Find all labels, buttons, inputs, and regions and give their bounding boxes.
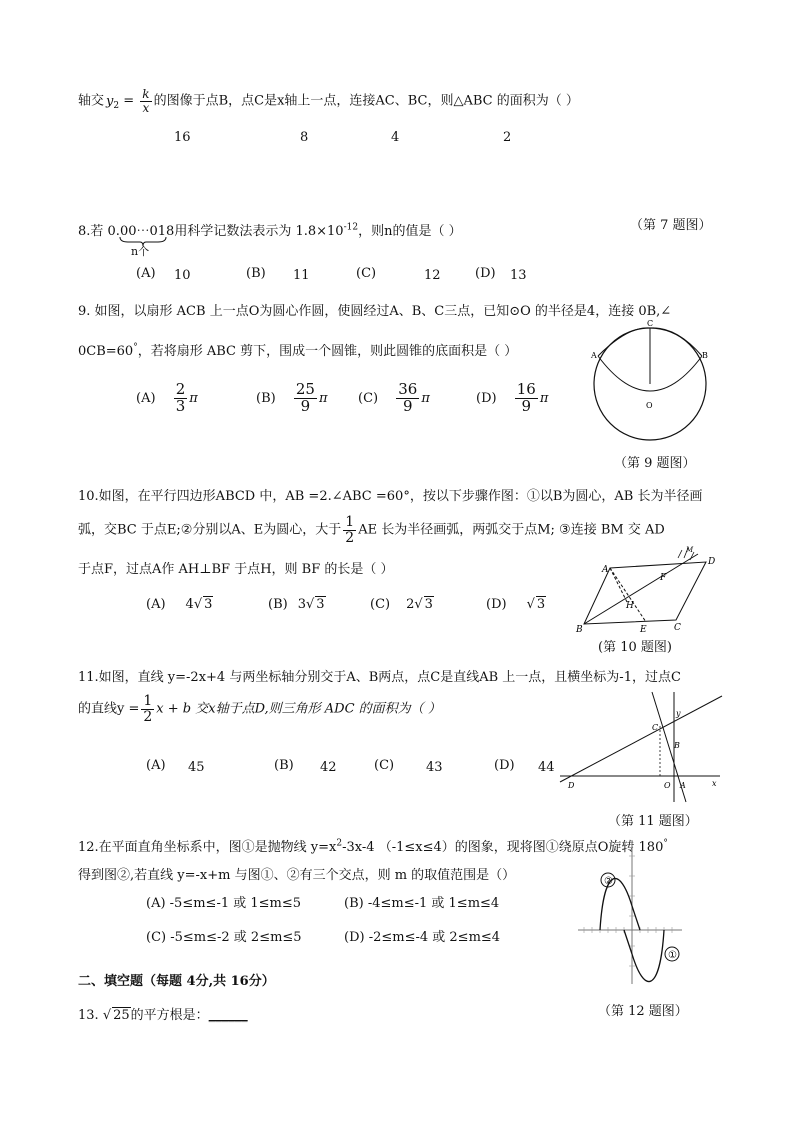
underbrace-label: n个 — [131, 245, 150, 258]
fig10-label-a: A — [602, 565, 609, 575]
q7-figure-caption: （第 7 题图） — [630, 218, 712, 233]
q11-line-2: 的直线y = $\frac{1}{2}$ x + b 交x轴于点D,则三角形 ADC 的面积为（ ） — [78, 693, 441, 725]
q6-option-d: 2 — [503, 130, 512, 145]
fig9-label-a: A — [591, 351, 597, 360]
q10-figure — [574, 544, 724, 636]
q6-option-b: 8 — [300, 130, 309, 145]
fig9-label-o: O — [646, 401, 653, 410]
q11-option-d-label: (D) — [494, 758, 515, 773]
q11-option-d-value: 44 — [538, 760, 555, 775]
fig9-label-b: B — [702, 351, 708, 360]
fig10-label-c: C — [674, 623, 681, 633]
q12-option-c: (C) -5≤m≤-2 或 2≤m≤5 — [146, 930, 302, 945]
fig11-label-o: O — [664, 781, 671, 790]
q8-stem: 8.若 0.00⋯018用科学记数法表示为 $1.8\times 10^{-12}$，则n的值是（ ） — [78, 222, 462, 239]
q8-option-a-value: 10 — [174, 268, 191, 283]
q6-stem: 轴交 $y_2$ = $\frac{k}{x}$ 的图像于点B，点C是x轴上一点，连接AC、BC，则△ABC 的面积为（ ） — [78, 87, 579, 115]
q11-figure-caption: （第 11 题图） — [608, 814, 698, 829]
q12-figure-caption: （第 12 题图） — [598, 1004, 688, 1019]
q12-option-d: (D) -2≤m≤-4 或 2≤m≤4 — [344, 930, 501, 945]
q10-option-d: (D) √ 3 — [486, 597, 546, 612]
q13-stem: 13. √ 25的平方根是：______ — [78, 1008, 248, 1023]
q9-option-b: (B) $\frac{25}{9}$ π — [256, 380, 328, 415]
q11-option-b-value: 42 — [320, 760, 337, 775]
q10-line-2: 弧，交BC 于点E;②分别以A、E为圆心，大于 $\frac{1}{2}$ AE 长为半径画弧，两弧交于点M; ③连接 BM 交 AD — [78, 514, 665, 546]
q8-option-a-label: (A) — [136, 266, 156, 281]
q8-option-d-label: (D) — [475, 266, 496, 281]
q10-option-c: (C) 2√ 3 — [370, 597, 433, 612]
q8-option-c-label: (C) — [356, 266, 377, 281]
fig10-label-h: H — [626, 601, 634, 611]
q9-option-a: (A) $\frac{2}{3}$ π — [136, 380, 198, 415]
fig12-label-one: ① — [668, 950, 677, 961]
q9-option-c: (C) $\frac{36}{9}$ π — [358, 380, 430, 415]
q12-line-2: 得到图②,若直线 y=-x+m 与图①、②有三个交点，则 m 的取值范围是（） — [78, 868, 516, 883]
q11-figure — [558, 688, 724, 806]
fig12-label-two: ② — [604, 876, 613, 887]
fig11-label-x: x — [712, 779, 717, 788]
fig11-label-b: B — [674, 741, 680, 750]
q8-option-c-value: 12 — [424, 268, 441, 283]
q12-option-a: (A) -5≤m≤-1 或 1≤m≤5 — [146, 896, 302, 911]
q9-option-d: (D) $\frac{16}{9}$ π — [476, 380, 549, 415]
q8-option-b-value: 11 — [293, 268, 310, 283]
q10-option-a: (A) 4√ 3 — [146, 597, 213, 612]
fig11-label-y: y — [676, 709, 681, 718]
fig10-label-d: D — [708, 557, 716, 567]
q11-option-c-value: 43 — [426, 760, 443, 775]
fig10-label-f: F — [660, 573, 667, 583]
fig10-label-m: M — [686, 546, 694, 554]
q10-option-b: (B) 3√ 3 — [268, 597, 325, 612]
q9-line-1: 9. 如图，以扇形 ACB 上一点O为圆心作圆，使圆经过A、B、C三点，已知⊙O 的半径是4，连接 0B,∠ — [78, 304, 672, 319]
q8-option-b-label: (B) — [246, 266, 266, 281]
q10-line-1: 10.如图，在平行四边形ABCD 中，AB =2.∠ABC =60°，按以下步骤作图：①以B为圆心，AB 长为半径画 — [78, 489, 703, 504]
fig9-label-c: C — [647, 319, 654, 328]
q11-option-a-label: (A) — [146, 758, 166, 773]
q9-line-2: 0CB=60°，若将扇形 ABC 剪下，围成一个圆锥，则此圆锥的底面积是（ ） — [78, 342, 518, 359]
section-title: 二、填空题（每题 4分,共 16分） — [78, 974, 275, 989]
q10-figure-caption: (第 10 题图) — [598, 640, 672, 655]
q9-figure-caption: （第 9 题图） — [614, 456, 696, 471]
q12-figure — [574, 836, 686, 986]
q12-line-1: 12.在平面直角坐标系中，图①是抛物线 $y=x^2-3x-4$ （-1≤x≤4）的图象，现将图①绕原点O旋转 180° — [78, 838, 668, 855]
q11-line-1: 11.如图，直线 y=-2x+4 与两坐标轴分别交于A、B两点，点C是直线AB 上一点，且横坐标为-1，过点C — [78, 670, 681, 685]
q6-option-a: 16 — [174, 130, 191, 145]
q9-figure — [588, 316, 716, 446]
fig10-label-b: B — [576, 625, 583, 635]
fig10-label-e: E — [640, 625, 647, 635]
q11-option-c-label: (C) — [374, 758, 395, 773]
q10-line-3: 于点F，过点A作 AH⊥BF 于点H，则 BF 的长是（ ） — [78, 562, 394, 577]
q6-option-c: 4 — [391, 130, 400, 145]
fig11-label-a: A — [680, 781, 686, 790]
q11-option-a-value: 45 — [188, 760, 205, 775]
q11-option-b-label: (B) — [274, 758, 294, 773]
fig11-label-c: C — [652, 723, 659, 732]
fig11-label-d: D — [568, 781, 575, 790]
q12-option-b: (B) -4≤m≤-1 或 1≤m≤4 — [344, 896, 500, 911]
answer-blank[interactable]: ______ — [208, 1008, 248, 1023]
q8-option-d-value: 13 — [510, 268, 527, 283]
